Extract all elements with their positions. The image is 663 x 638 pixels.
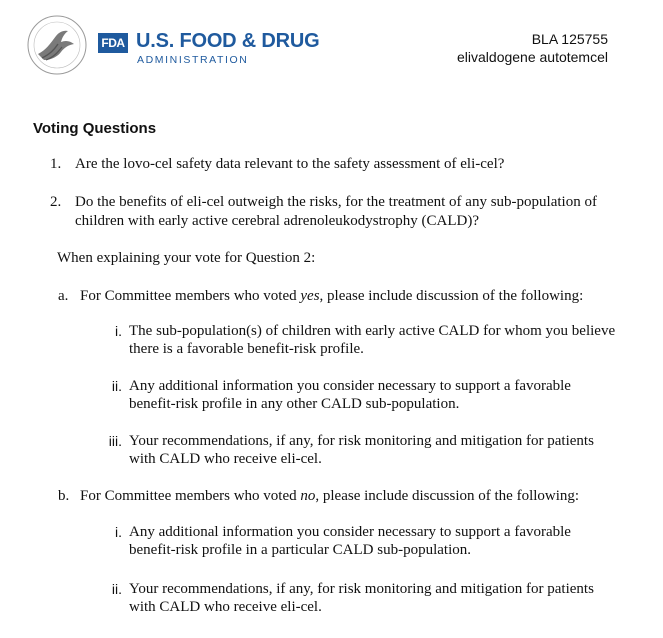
part-text (80, 487, 650, 506)
part-text (80, 287, 650, 306)
part-label: a. (58, 288, 69, 304)
item-number: i. (115, 323, 122, 339)
item-line1: The sub-population(s) of children with early active CALD for whom you believe (129, 323, 616, 339)
item-text (129, 377, 654, 413)
item-text (129, 523, 654, 559)
part-label: b. (58, 488, 70, 504)
fda-logo-box: FDA (98, 33, 128, 53)
agency-subtitle: ADMINISTRATION (137, 54, 249, 66)
part-text-before: For Committee members who voted (80, 488, 301, 504)
item-line1: Your recommendations, if any, for risk monitoring and mitigation for patients (129, 581, 594, 597)
item-number: ii. (111, 378, 122, 394)
question-number: 2. (50, 194, 62, 210)
item-number: i. (115, 524, 122, 540)
product-name: elivaldogene autotemcel (457, 49, 608, 65)
item-text (129, 580, 654, 616)
question-text: Are the lovo-cel safety data relevant to the safety assessment of eli-cel? (75, 156, 505, 172)
item-line1: Your recommendations, if any, for risk monitoring and mitigation for patients (129, 433, 594, 449)
section-title: Voting Questions (33, 120, 157, 137)
item-line1: Any additional information you consider necessary to support a favorable (129, 524, 571, 540)
item-line2: there is a favorable benefit-risk profile. (129, 341, 364, 357)
item-text (129, 322, 654, 358)
document-reference (457, 30, 608, 66)
item-text (129, 432, 654, 468)
item-number: ii. (111, 581, 122, 597)
question-text (75, 193, 645, 231)
explain-intro: When explaining your vote for Question 2: (57, 250, 316, 266)
vote-word: yes (300, 288, 320, 304)
bla-number: BLA 125755 (531, 31, 608, 47)
question-text-line1: Do the benefits of eli-cel outweigh the risks, for the treatment of any sub-population of (75, 194, 597, 210)
item-number: iii. (108, 433, 122, 449)
agency-name: U.S. FOOD & DRUG (136, 30, 320, 52)
item-line2: with CALD who receive eli-cel. (129, 599, 322, 615)
vote-word: no (300, 488, 316, 504)
question-text-line2: children with early active cerebral adrenoleukodystrophy (CALD)? (75, 213, 480, 229)
item-line2: benefit-risk profile in a particular CALD sub-population. (129, 542, 471, 558)
question-number: 1. (50, 156, 62, 172)
part-text-after: , please include discussion of the following: (315, 488, 580, 504)
hhs-seal-icon (26, 14, 88, 76)
part-text-after: , please include discussion of the following: (319, 288, 584, 304)
item-line2: with CALD who receive eli-cel. (129, 451, 322, 467)
item-line1: Any additional information you consider necessary to support a favorable (129, 378, 571, 394)
item-line2: benefit-risk profile in any other CALD sub-population. (129, 396, 460, 412)
part-text-before: For Committee members who voted (80, 288, 301, 304)
